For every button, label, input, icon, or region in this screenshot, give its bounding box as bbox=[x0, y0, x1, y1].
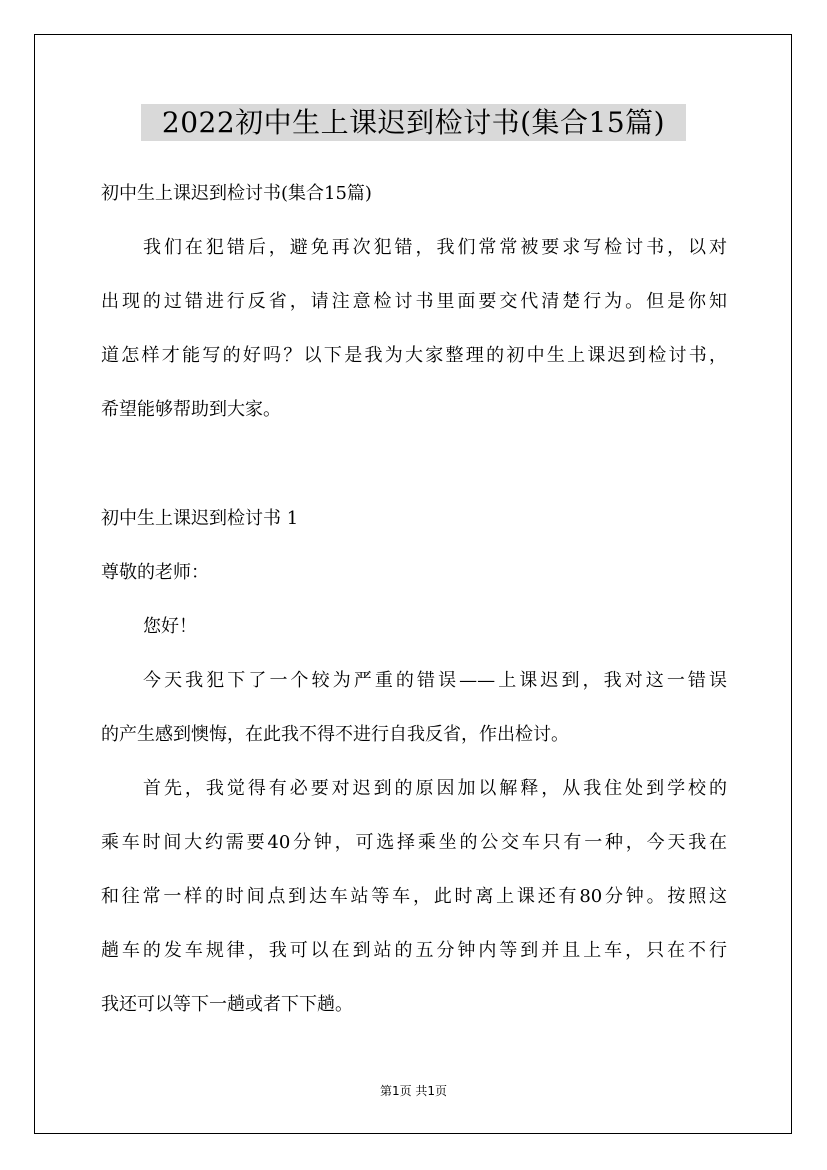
para1-line-2: 的产生感到懊悔，在此我不得不进行自我反省，作出检讨。 bbox=[101, 724, 569, 745]
intro-line-3: 道怎样才能写的好吗？以下是我为大家整理的初中生上课迟到检讨书， bbox=[101, 345, 727, 366]
para2-line-5: 我还可以等下一趟或者下下趟。 bbox=[101, 994, 353, 1015]
para2-line-2: 乘车时间大约需要40分钟，可选择乘坐的公交车只有一种，今天我在 bbox=[101, 832, 727, 853]
para1-line-1: 今天我犯下了一个较为严重的错误——上课迟到，我对这一错误 bbox=[143, 670, 727, 691]
salutation: 尊敬的老师： bbox=[101, 562, 209, 583]
greeting: 您好！ bbox=[143, 616, 197, 637]
document-subtitle: 初中生上课迟到检讨书(集合15篇) bbox=[101, 183, 372, 204]
para2-line-4: 趟车的发车规律，我可以在到站的五分钟内等到并且上车，只在不行 bbox=[101, 940, 727, 961]
document-title: 2022初中生上课迟到检讨书(集合15篇) bbox=[141, 104, 686, 141]
section-title: 初中生上课迟到检讨书 1 bbox=[101, 508, 299, 529]
page-footer: 第1页 共1页 bbox=[379, 1084, 448, 1098]
para2-line-1: 首先，我觉得有必要对迟到的原因加以解释，从我住处到学校的 bbox=[143, 778, 727, 799]
intro-line-2: 出现的过错进行反省，请注意检讨书里面要交代清楚行为。但是你知 bbox=[101, 291, 727, 312]
para2-line-3: 和往常一样的时间点到达车站等车，此时离上课还有80分钟。按照这 bbox=[101, 886, 727, 907]
intro-line-1: 我们在犯错后，避免再次犯错，我们常常被要求写检讨书，以对 bbox=[143, 237, 727, 258]
intro-line-4: 希望能够帮助到大家。 bbox=[101, 399, 281, 420]
